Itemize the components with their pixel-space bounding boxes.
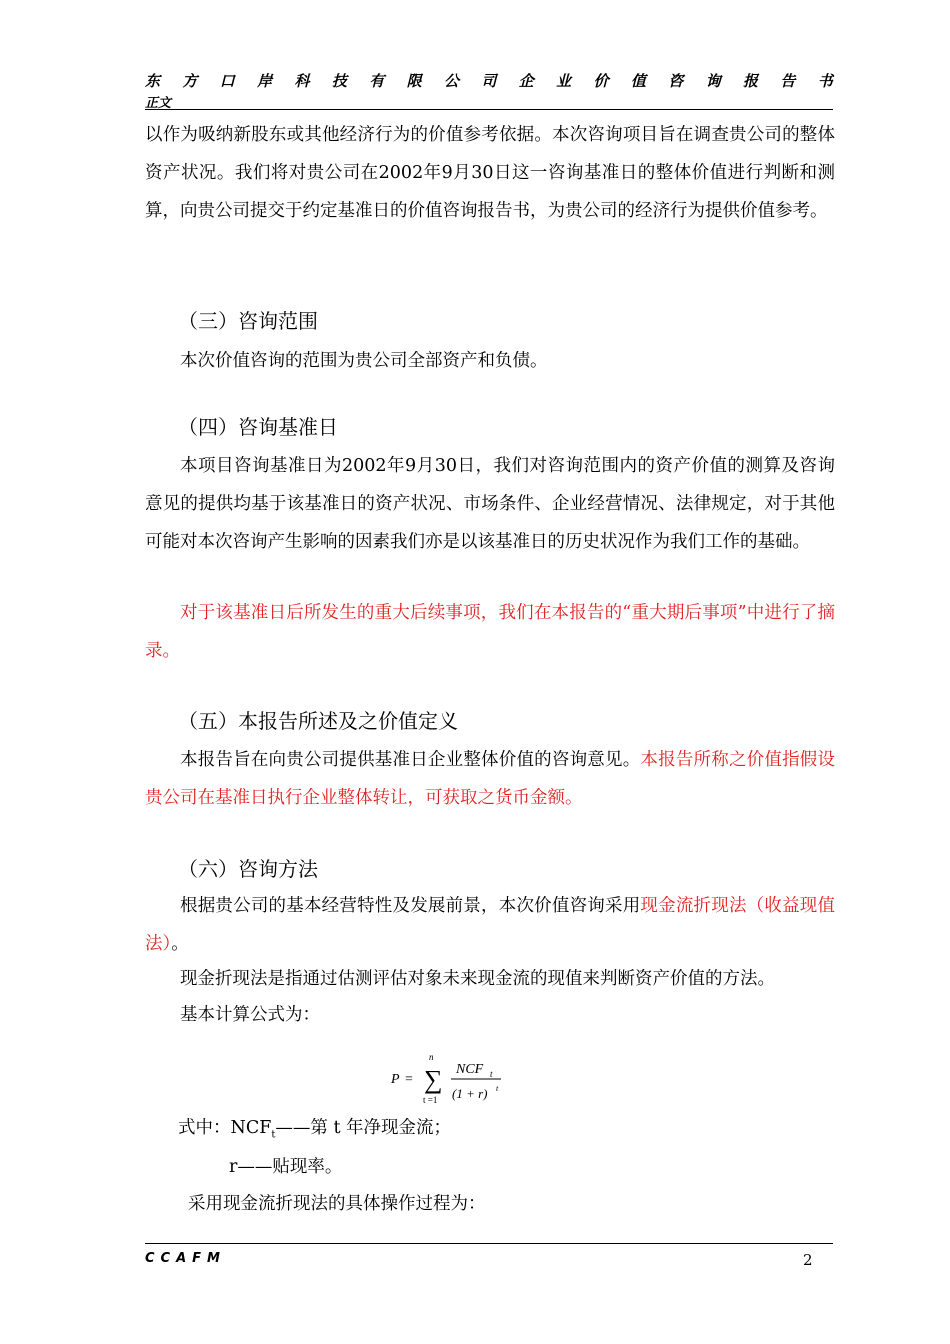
header-char: 值 [630, 72, 646, 90]
header-title [145, 70, 833, 91]
paragraph-method [145, 887, 835, 963]
formula-sum-bottom: t =1 [423, 1095, 438, 1105]
header-char: 有 [369, 72, 385, 90]
header-char: 告 [780, 72, 796, 90]
paragraph-purpose: 以作为吸纳新股东或其他经济行为的价值参考依据。本次咨询项目旨在调查贵公司的整体资产状况。我们将对贵公司在2002年9月30日这一咨询基准日的整体价值进行判断和测算，向贵公司提交于约定基准日的价值咨询报告书，为贵公司的经济行为提供价值参考。 [145, 125, 835, 221]
formula-lhs: P [391, 1072, 400, 1087]
formula-where-r: r——贴现率。 [229, 1157, 343, 1177]
paragraph-procedure-intro: 采用现金流折现法的具体操作过程为： [188, 1194, 486, 1214]
paragraph-base-date: 本项目咨询基准日为2002年9月30日，我们对咨询范围内的资产价值的测算及咨询意见的提供均基于该基准日的资产状况、市场条件、企业经营情况、法律规定，对于其他可能对本次咨询产生影响的因素我们亦是以该基准日的历史状况作为我们工作的基础。 [145, 456, 835, 552]
header-char: 限 [406, 72, 422, 90]
method-end: 。 [171, 934, 189, 954]
paragraph-formula-intro: 基本计算公式为： [180, 1005, 320, 1025]
value-definition-text: 本报告旨在向贵公司提供基准日企业整体价值的咨询意见。 [180, 750, 641, 770]
method-highlight: 现金流折现法（收益现值法） [145, 896, 836, 954]
header-char: 咨 [668, 72, 684, 90]
header-char: 询 [705, 72, 721, 90]
where-label: 式中： [178, 1118, 231, 1138]
where-ncf-desc: ——第 t 年净现金流； [275, 1118, 452, 1138]
header-char: 价 [593, 72, 609, 90]
header-char: 业 [556, 72, 572, 90]
footer-divider [145, 1243, 833, 1244]
header-char: 书 [817, 72, 833, 90]
header-char: 科 [294, 72, 310, 90]
value-definition-highlight: 本报告所称之价值指假设贵公司在基准日执行企业整体转让，可获取之货币金额。 [145, 750, 836, 808]
formula-where-ncf [178, 1114, 451, 1141]
heading-scope: （三）咨询范围 [178, 309, 318, 333]
method-text: 根据贵公司的基本经营特性及发展前景，本次价值咨询采用 [180, 896, 641, 916]
page-number: 2 [803, 1251, 813, 1269]
formula-denominator-sup: t [496, 1084, 499, 1093]
footer-label: CCAFM [145, 1251, 226, 1266]
paragraph-value-definition [145, 741, 835, 817]
where-ncf: NCF [230, 1118, 272, 1138]
heading-base-date: （四）咨询基准日 [178, 415, 338, 439]
header-subtitle: 正文 [145, 96, 172, 111]
header-char: 口 [219, 72, 235, 90]
header-char: 岸 [257, 72, 273, 90]
heading-method: （六）咨询方法 [178, 857, 318, 881]
where-ncf-sub: t [271, 1129, 276, 1141]
header-char: 东 [145, 72, 161, 90]
formula-sum-top: n [429, 1052, 434, 1062]
dcf-formula [385, 1050, 525, 1110]
formula-numerator: NCF [456, 1062, 484, 1077]
formula-denominator: (1 + r) [452, 1086, 488, 1101]
header-char: 司 [481, 72, 497, 90]
header-char: 企 [518, 72, 534, 90]
paragraph-dcf-definition: 现金折现法是指通过估测评估对象未来现金流的现值来判断资产价值的方法。 [180, 969, 775, 989]
paragraph-subsequent-events: 对于该基准日后所发生的重大后续事项，我们在本报告的“重大期后事项”中进行了摘录。 [145, 603, 835, 661]
paragraph-scope: 本次价值咨询的范围为贵公司全部资产和负债。 [180, 351, 548, 371]
formula-sigma-icon: ∑ [424, 1065, 443, 1094]
header-char: 公 [444, 72, 460, 90]
heading-value-definition: （五）本报告所述及之价值定义 [178, 709, 458, 733]
formula-numerator-sub: t [490, 1069, 493, 1079]
formula-equals: = [405, 1072, 413, 1087]
header-char: 技 [331, 72, 347, 90]
header-char: 报 [743, 72, 759, 90]
header-char: 方 [182, 72, 198, 90]
header-divider [145, 109, 833, 110]
